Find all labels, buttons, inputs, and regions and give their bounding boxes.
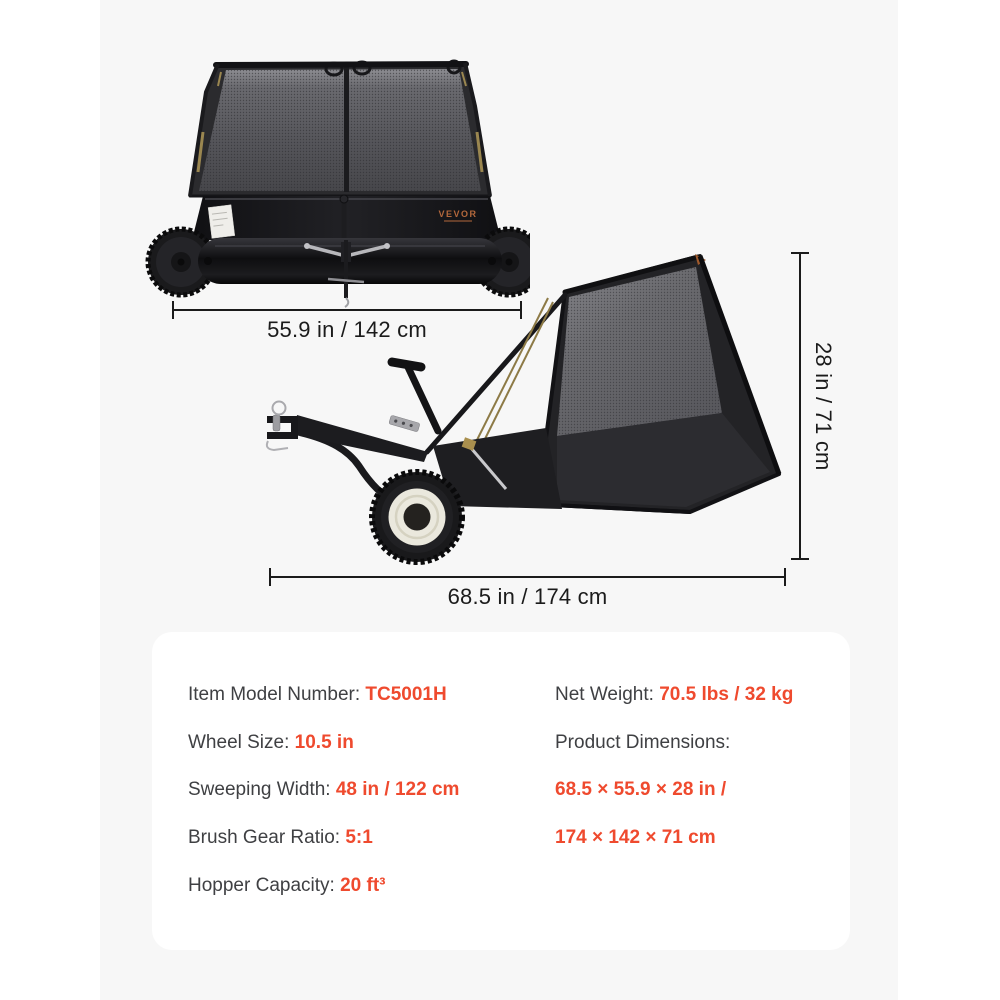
spec-net-weight [555,682,793,708]
spec-value: 48 in / 122 cm [335,779,460,800]
spec-product-dimensions-cm [555,825,716,851]
length-dimension-line [269,576,786,578]
spec-product-dimensions-inch [555,777,726,803]
spec-product-dimensions-title [555,730,730,756]
height-dimension-label: 28 in / 71 cm [811,341,836,471]
product-sticker [208,205,235,239]
side-view-photo [258,243,812,570]
spec-value: 10.5 in [294,732,354,753]
spec-label: Net Weight: [555,684,660,705]
spec-label: Brush Gear Ratio: [188,827,346,848]
spec-item-model-number [188,682,447,708]
lawn-sweeper-side-illustration [258,243,812,570]
spec-label: Item Model Number: [188,684,366,705]
spec-label: Hopper Capacity: [188,875,341,896]
spec-hopper-capacity [188,873,385,899]
height-dimension-line [799,252,801,560]
spec-value: TC5001H [365,684,447,705]
spec-label: Product Dimensions: [555,732,731,753]
spec-value: 20 ft³ [340,875,386,896]
spec-value: 70.5 lbs / 32 kg [659,684,794,705]
spec-label: Wheel Size: [188,732,295,753]
side-wheel [372,472,462,562]
spec-label: Sweeping Width: [188,779,336,800]
brand-logo-text: VEVOR [438,209,478,219]
spec-sweeping-width [188,777,459,803]
length-dimension-label: 68.5 in / 174 cm [447,584,608,609]
specs-panel [152,632,850,950]
spec-value: 174 × 142 × 71 cm [555,827,716,848]
spec-wheel-size [188,730,354,756]
spec-brush-gear-ratio [188,825,373,851]
spec-value: 5:1 [345,827,373,848]
width-dimension-label: 55.9 in / 142 cm [267,317,427,342]
spec-value: 68.5 × 55.9 × 28 in / [555,779,727,800]
